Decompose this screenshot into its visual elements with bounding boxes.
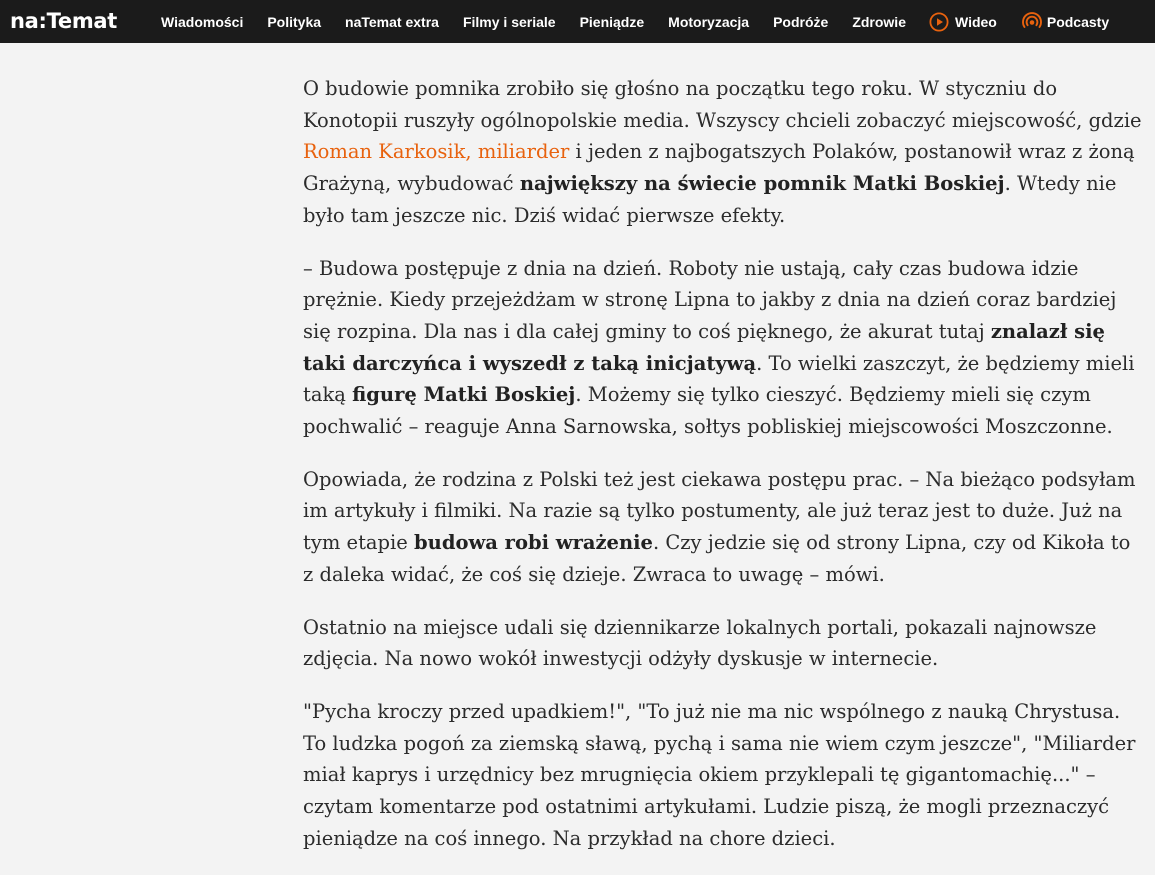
nav-item-podcasty[interactable] — [1021, 12, 1109, 32]
nav-label: Polityka — [267, 13, 322, 30]
nav-item-zdrowie[interactable] — [852, 14, 906, 30]
nav-label: Zdrowie — [852, 13, 906, 30]
nav-label: Pieniądze — [579, 13, 645, 30]
top-navbar — [0, 0, 1155, 43]
nav-label: naTemat extra — [345, 13, 439, 30]
article-paragraph-3 — [303, 464, 1143, 591]
play-circle-icon — [929, 12, 949, 32]
text: Opowiada, że rodzina z Polski też jest ciekawa postępu prac. – Na bieżąco podsyłam im artykuły i filmiki. Na razie są tylko postumenty, ale już teraz jest to duże. Już na tym etapie — [303, 467, 1136, 555]
article-paragraph-4: Ostatnio na miejsce udali się dziennikarze lokalnych portali, pokazali najnowsze zdjęcia. Na nowo wokół inwestycji odżyły dyskusje w internecie. — [303, 615, 1097, 671]
logo-colon: : — [38, 9, 47, 33]
nav-item-wiadomosci[interactable] — [161, 14, 243, 30]
nav-label: Filmy i seriale — [462, 13, 556, 30]
site-logo[interactable] — [10, 6, 117, 36]
article-paragraph-5: "Pycha kroczy przed upadkiem!", "To już nie ma nic wspólnego z nauką Chrystusa. To ludzka pogoń za ziemską sławą, pychą i sama nie wiem czym jeszcze", "Miliarder miał kaprys i urzędnicy bez mrugnięcia okiem przyklepali tę gigantomachię..." – czytam komentarze pod ostatnimi artykułami. Ludzie piszą, że mogli przeznaczyć pieniądze na coś innego. Na przykład na chore dzieci. — [303, 699, 1136, 850]
nav-item-pieniadze[interactable] — [580, 14, 645, 30]
podcast-icon — [1021, 12, 1041, 32]
bold-text: znalazł się taki darczyńca i wyszedł z taką inicjatywą — [303, 319, 1105, 375]
article-paragraph-2 — [303, 253, 1143, 443]
bold-text: budowa robi wrażenie — [414, 531, 653, 555]
nav-label: Motoryzacja — [668, 13, 750, 30]
nav-label: Wiadomości — [161, 13, 244, 30]
logo-na: na — [10, 9, 39, 33]
bold-text: figurę Matki Boskiej — [352, 383, 576, 407]
article-body — [303, 73, 1143, 875]
author-link[interactable]: Roman Karkosik, miliarder — [303, 140, 570, 164]
bold-text: największy na świecie pomnik Matki Boskiej — [519, 172, 1005, 196]
nav-item-natemat-extra[interactable] — [345, 14, 439, 30]
text: . To wielki zaszczyt, że będziemy mieli taką — [303, 351, 1135, 407]
nav-label: Podcasty — [1046, 13, 1110, 30]
nav-item-polityka[interactable] — [267, 14, 321, 30]
text: – Budowa postępuje z dnia na dzień. Roboty nie ustają, cały czas budowa idzie prężnie. Kiedy przejeżdżam w stronę Lipna to jakby z dnia na dzień coraz bardziej się rozpina. Dla nas i dla całej gminy to coś pięknego, że akurat tutaj — [303, 256, 1117, 343]
text: . Wtedy nie było tam jeszcze nic. Dziś widać pierwsze efekty. — [303, 172, 1117, 227]
nav-item-wideo[interactable] — [929, 12, 997, 32]
nav-item-motoryzacja[interactable] — [668, 14, 749, 30]
text: . Czy jedzie się od strony Lipna, czy od Kikoła to z daleka widać, że coś się dzieje. Zwraca to uwagę – mówi. — [303, 531, 1131, 586]
nav-label: Podróże — [773, 13, 829, 30]
nav-label: Wideo — [954, 13, 997, 30]
article-paragraph-1 — [303, 73, 1143, 232]
text: O budowie pomnika zrobiło się głośno na początku tego roku. W styczniu do Konotopii ruszyły ogólnopolskie media. Wszyscy chcieli zobaczyć miejscowość, gdzie — [303, 77, 1142, 132]
nav-item-podroze[interactable] — [773, 14, 828, 30]
nav-item-filmy-i-seriale[interactable] — [463, 14, 556, 30]
text: . Możemy się tylko cieszyć. Będziemy mieli się czym pochwalić – reaguje Anna Sarnowska, sołtys pobliskiej miejscowości Moszczonne. — [303, 383, 1113, 439]
text: i jeden z najbogatszych Polaków, postanowił wraz z żoną Grażyną, wybudować — [303, 140, 1135, 196]
main-nav — [161, 0, 1133, 43]
logo-temat: Temat — [46, 9, 118, 33]
